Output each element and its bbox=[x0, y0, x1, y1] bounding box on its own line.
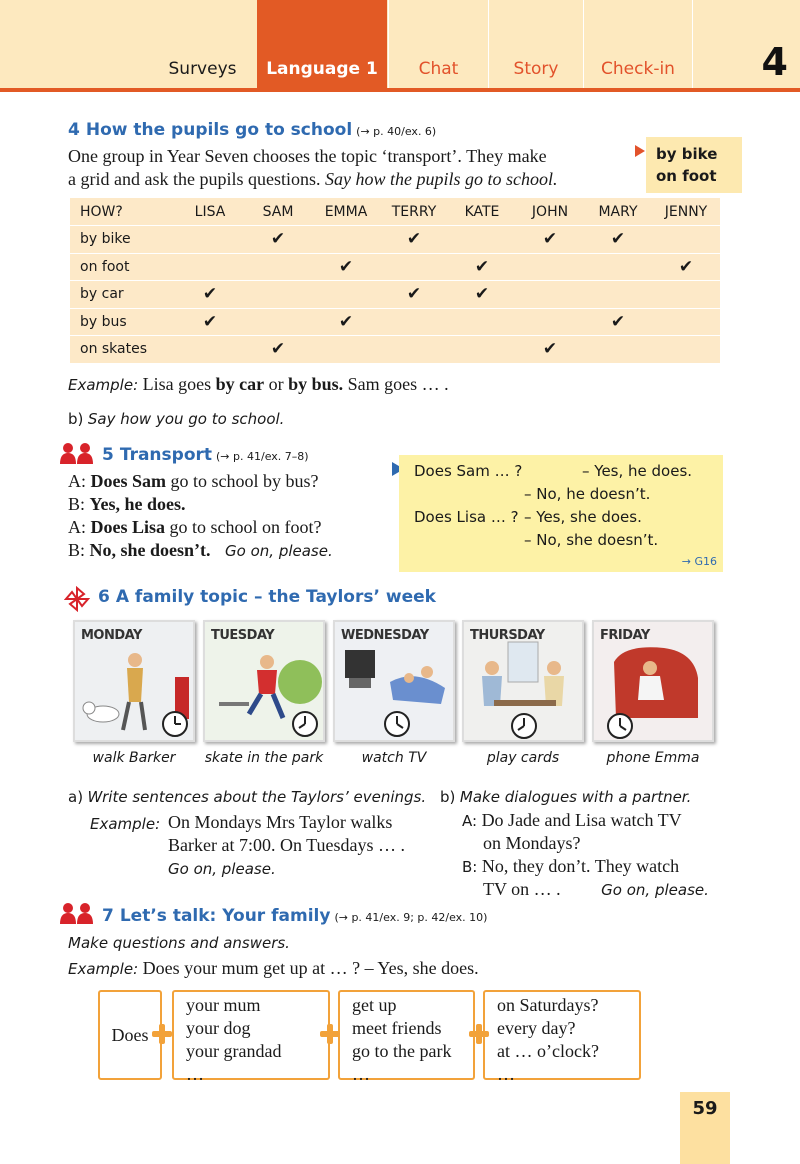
word-box-verbs bbox=[338, 990, 475, 1084]
tick-cell: ✔ bbox=[542, 229, 558, 250]
grid-header-cell: LISA bbox=[194, 203, 226, 220]
word-box-text: Does bbox=[111, 1024, 149, 1045]
word-box-subjects bbox=[172, 990, 330, 1084]
pair-work-icon bbox=[58, 442, 96, 464]
tick-cell: ✔ bbox=[406, 229, 422, 250]
grid-row-label: by bus bbox=[80, 313, 127, 330]
exercise-number: 6 bbox=[98, 587, 110, 607]
dialogue-line bbox=[68, 540, 333, 561]
tick-cell: ✔ bbox=[338, 311, 354, 332]
dialogue-line bbox=[462, 810, 682, 831]
grammar-answer: – No, he doesn’t. bbox=[524, 485, 651, 503]
ex4-example bbox=[68, 374, 449, 395]
word-option: your grandad bbox=[186, 1041, 282, 1061]
day-name: MONDAY bbox=[81, 628, 142, 643]
ex4-part-b bbox=[68, 408, 284, 429]
pinwheel-icon bbox=[64, 586, 90, 612]
go-on-prompt: Go on, please. bbox=[168, 860, 276, 878]
exercise-6-title bbox=[98, 587, 436, 607]
word-option: … bbox=[186, 1064, 204, 1084]
grammar-question: Does Lisa … ? bbox=[414, 508, 519, 526]
plus-icon bbox=[152, 1024, 172, 1044]
dialogue-line bbox=[68, 517, 322, 538]
dialogue-line: on Mondays? bbox=[483, 833, 581, 853]
ex6-part-b bbox=[440, 786, 691, 807]
example-line: Barker at 7:00. On Tuesdays … . bbox=[168, 835, 405, 855]
grid-header-cell: MARY bbox=[598, 203, 638, 220]
part-text: Write sentences about the Taylors’ evenings. bbox=[87, 788, 427, 806]
grid-row-label: on foot bbox=[80, 258, 130, 275]
exercise-number: 7 bbox=[102, 906, 114, 926]
exercise-heading: How the pupils go to school bbox=[85, 120, 353, 140]
day-caption: skate in the park bbox=[204, 750, 324, 766]
day-card-thursday bbox=[462, 620, 584, 742]
plus-icon bbox=[320, 1024, 340, 1044]
speaker-label: A: bbox=[462, 812, 478, 830]
dialogue-text: No, they don’t. They watch bbox=[481, 856, 680, 876]
word-option: your dog bbox=[186, 1018, 251, 1038]
phrase-key-box bbox=[646, 137, 742, 193]
tick-cell: ✔ bbox=[474, 284, 490, 305]
word-option: meet friends bbox=[352, 1018, 442, 1038]
dialogue-line bbox=[68, 471, 319, 492]
exercise-heading: Transport bbox=[119, 445, 213, 465]
grid-row-label: by car bbox=[80, 286, 124, 303]
tick-cell: ✔ bbox=[202, 284, 218, 305]
day-caption: walk Barker bbox=[92, 750, 176, 766]
ex7-example bbox=[68, 958, 479, 979]
part-label: b) bbox=[68, 410, 84, 428]
grid-header-cell: JOHN bbox=[531, 203, 569, 220]
header-divider bbox=[0, 88, 800, 92]
exercise-number: 4 bbox=[68, 120, 80, 140]
go-on-prompt: Go on, please. bbox=[225, 542, 333, 560]
example-bold: by bus. bbox=[288, 374, 344, 394]
tick-cell: ✔ bbox=[610, 311, 626, 332]
word-option: … bbox=[497, 1064, 515, 1084]
grid-row bbox=[70, 254, 720, 282]
day-caption: phone Emma bbox=[606, 750, 700, 766]
exercise-reference: (→ p. 40/ex. 6) bbox=[356, 125, 437, 138]
page-number: 59 bbox=[692, 1098, 718, 1119]
exercise-4-title bbox=[68, 120, 436, 140]
grid-row bbox=[70, 336, 720, 364]
speaker-label: A: bbox=[68, 517, 86, 537]
part-label: b) bbox=[440, 788, 456, 806]
speaker-label: B: bbox=[462, 858, 478, 876]
tick-cell: ✔ bbox=[474, 256, 490, 277]
day-name: THURSDAY bbox=[470, 628, 545, 643]
dialogue-bold: No, she doesn’t. bbox=[89, 540, 211, 560]
grammar-question: Does Sam … ? bbox=[414, 462, 523, 480]
word-option: on Saturdays? bbox=[497, 995, 599, 1015]
ex4-intro-line-1: One group in Year Seven chooses the topic ‘transport’. They make bbox=[68, 146, 547, 166]
dialogue-text: TV on … . bbox=[483, 879, 561, 899]
word-option: at … o’clock? bbox=[497, 1041, 599, 1061]
pair-work-icon bbox=[58, 902, 96, 924]
day-card-monday bbox=[73, 620, 195, 742]
grid-row bbox=[70, 309, 720, 337]
tick-cell: ✔ bbox=[678, 256, 694, 277]
example-bold: by car bbox=[215, 374, 265, 394]
exercise-5-title bbox=[102, 445, 309, 465]
dialogue-line bbox=[462, 856, 679, 877]
day-caption: watch TV bbox=[361, 750, 427, 766]
key-item: by bike bbox=[656, 145, 718, 163]
tick-cell: ✔ bbox=[338, 256, 354, 277]
speaker-label: B: bbox=[68, 540, 86, 560]
speaker-label: B: bbox=[68, 494, 86, 514]
day-card-tuesday bbox=[203, 620, 325, 742]
word-option: get up bbox=[352, 995, 397, 1015]
grid-header-cell: EMMA bbox=[324, 203, 368, 220]
example-line: On Mondays Mrs Taylor walks bbox=[168, 812, 393, 832]
key-item: on foot bbox=[656, 167, 717, 185]
example-text: or bbox=[268, 374, 284, 394]
unit-header bbox=[0, 0, 800, 88]
dialogue-text: go to school by bus? bbox=[170, 471, 319, 491]
example-text: Sam goes … . bbox=[347, 374, 449, 394]
part-text: Say how you go to school. bbox=[87, 410, 285, 428]
day-caption: play cards bbox=[486, 750, 560, 766]
day-name: TUESDAY bbox=[211, 628, 275, 643]
tick-cell: ✔ bbox=[406, 284, 422, 305]
grid-header-cell: TERRY bbox=[391, 203, 437, 220]
day-name: WEDNESDAY bbox=[341, 628, 429, 643]
word-option: … bbox=[352, 1064, 370, 1084]
grammar-reference: → G16 bbox=[681, 555, 717, 568]
grid-row-label: on skates bbox=[80, 341, 148, 358]
grid-header-cell: JENNY bbox=[664, 203, 708, 220]
speaker-label: A: bbox=[68, 471, 86, 491]
ex4-intro-line-2 bbox=[68, 169, 557, 190]
transport-grid bbox=[70, 198, 720, 364]
dialogue-bold: Does Sam bbox=[90, 471, 166, 491]
grid-header-cell: KATE bbox=[464, 203, 500, 220]
example-text: Does your mum get up at … ? – Yes, she does. bbox=[142, 958, 479, 978]
dialogue-line bbox=[483, 879, 709, 900]
ex4-intro-task: Say how the pupils go to school. bbox=[324, 169, 558, 189]
go-on-prompt: Go on, please. bbox=[601, 881, 709, 899]
dialogue-line bbox=[68, 494, 186, 515]
exercise-7-title bbox=[102, 906, 487, 926]
ex6-part-a bbox=[68, 786, 426, 807]
grid-header-cell: HOW? bbox=[80, 203, 123, 220]
exercise-heading: Let’s talk: Your family bbox=[119, 906, 331, 926]
example-label: Example: bbox=[68, 376, 139, 394]
word-option: every day? bbox=[497, 1018, 576, 1038]
tab-check-in[interactable]: Check-in bbox=[583, 0, 693, 88]
example-text: Lisa goes bbox=[142, 374, 212, 394]
tick-cell: ✔ bbox=[270, 229, 286, 250]
ex7-instruction: Make questions and answers. bbox=[68, 934, 290, 952]
dialogue-bold: Yes, he does. bbox=[89, 494, 186, 514]
exercise-heading: A family topic – the Taylors’ week bbox=[115, 587, 436, 607]
part-label: a) bbox=[68, 788, 84, 806]
day-name: FRIDAY bbox=[600, 628, 650, 643]
unit-number: 4 bbox=[761, 40, 788, 84]
word-option: your mum bbox=[186, 995, 261, 1015]
grid-row-label: by bike bbox=[80, 231, 131, 248]
grid-header-cell: SAM bbox=[262, 203, 294, 220]
dialogue-text: go to school on foot? bbox=[169, 517, 322, 537]
grammar-answer: – No, she doesn’t. bbox=[524, 531, 659, 549]
exercise-number: 5 bbox=[102, 445, 114, 465]
tick-cell: ✔ bbox=[270, 339, 286, 360]
example-label: Example: bbox=[90, 815, 161, 833]
part-text: Make dialogues with a partner. bbox=[459, 788, 692, 806]
tick-cell: ✔ bbox=[542, 339, 558, 360]
grid-row bbox=[70, 226, 720, 254]
grid-header-row bbox=[70, 198, 720, 226]
day-card-friday bbox=[592, 620, 714, 742]
word-box-times bbox=[483, 990, 641, 1084]
exercise-reference: (→ p. 41/ex. 7–8) bbox=[216, 450, 309, 463]
dialogue-text: Do Jade and Lisa watch TV bbox=[481, 810, 682, 830]
grid-row bbox=[70, 281, 720, 309]
tab-language-1[interactable]: Language 1 bbox=[257, 0, 387, 88]
word-option: go to the park bbox=[352, 1041, 452, 1061]
tab-surveys[interactable]: Surveys bbox=[168, 59, 237, 79]
key-arrow-icon bbox=[635, 145, 645, 157]
grammar-answer: – Yes, she does. bbox=[524, 508, 642, 526]
grammar-answer: – Yes, he does. bbox=[582, 462, 693, 480]
tick-cell: ✔ bbox=[610, 229, 626, 250]
tick-cell: ✔ bbox=[202, 311, 218, 332]
dialogue-bold: Does Lisa bbox=[90, 517, 166, 537]
grammar-box bbox=[399, 455, 723, 572]
exercise-reference: (→ p. 41/ex. 9; p. 42/ex. 10) bbox=[334, 911, 488, 924]
ex4-intro-plain: a grid and ask the pupils questions. bbox=[68, 169, 321, 189]
tab-chat[interactable]: Chat bbox=[388, 0, 488, 88]
day-card-wednesday bbox=[333, 620, 455, 742]
example-label: Example: bbox=[68, 960, 139, 978]
tab-story[interactable]: Story bbox=[488, 0, 583, 88]
